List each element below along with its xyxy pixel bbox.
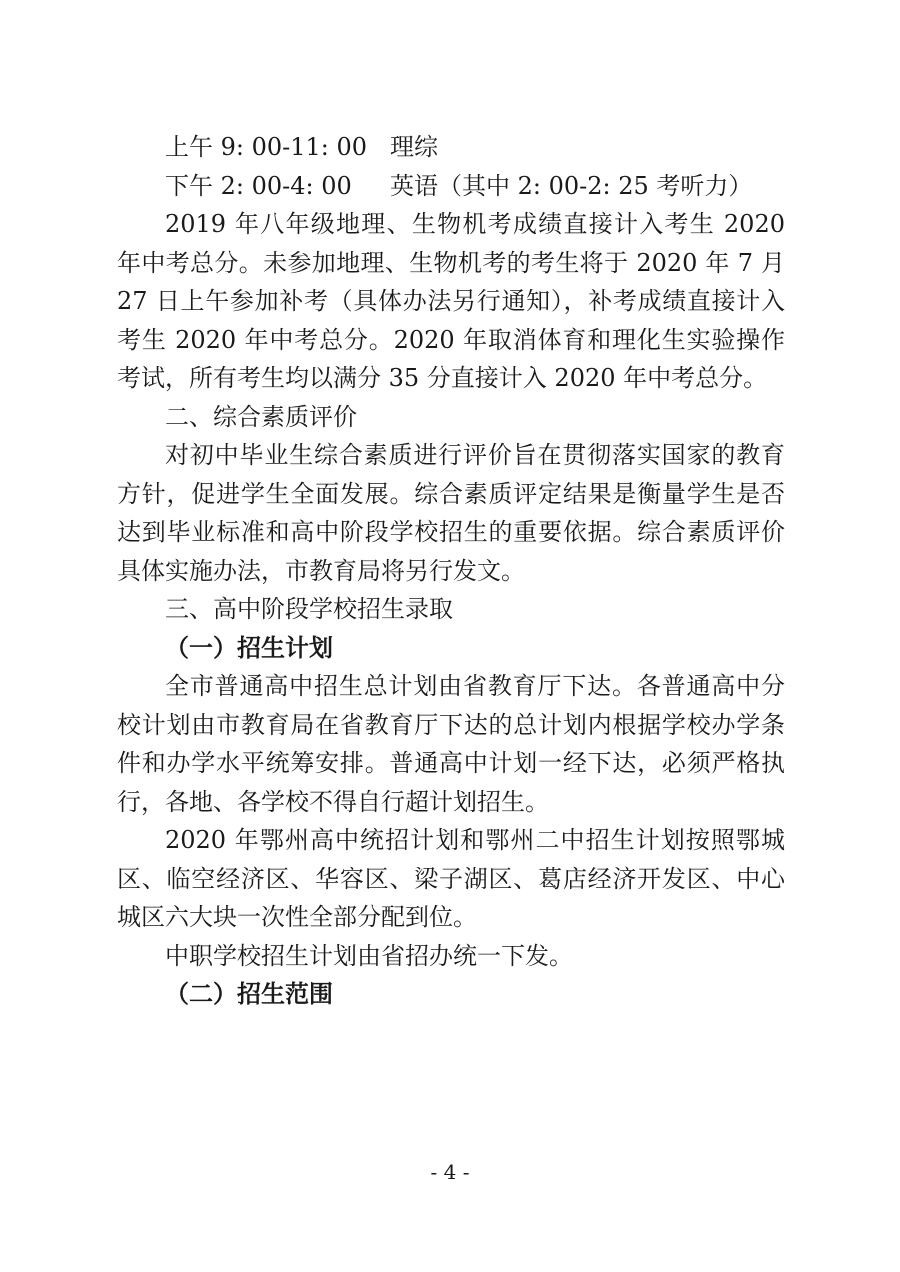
- paragraph-plan-2: 2020 年鄂州高中统招计划和鄂州二中招生计划按照鄂城区、临空经济区、华容区、梁子湖区、葛店经济开发区、中心城区六大块一次性全部分配到位。: [117, 826, 785, 931]
- section-heading-admission: 三、高中阶段学校招生录取: [165, 595, 453, 623]
- schedule-time: 下午 2: 00-4: 00: [165, 171, 352, 200]
- section-heading-evaluation: 二、综合素质评价: [165, 402, 357, 431]
- document-body: [117, 128, 785, 1014]
- schedule-subject: 理综: [390, 133, 438, 161]
- schedule-time: 上午 9: 00-11: 00: [165, 133, 368, 161]
- paragraph-plan-1: 全市普通高中招生总计划由省教育厅下达。各普通高中分校计划由市教育局在省教育厅下达的总计划内根据学校办学条件和办学水平统筹安排。普通高中计划一经下达，必须严格执行，各地、各学校不得自行超计划招生。: [117, 672, 785, 816]
- schedule-row-afternoon: [117, 167, 785, 206]
- subsection-heading-scope: （二）招生范围: [165, 979, 333, 1008]
- schedule-row-morning: [117, 128, 785, 167]
- paragraph-exam-scores: 2019 年八年级地理、生物机考成绩直接计入考生 2020 年中考总分。未参加地理、生物机考的考生将于 2020 年 7 月 27 日上午参加补考（具体办法另行通知），补考成绩直接计入考生 2020 年中考总分。2020 年取消体育和理化生实验操作考试，所有考生均以满分 35 分直接计入 2020 年中考总分。: [117, 210, 785, 392]
- paragraph-plan-3: 中职学校招生计划由省招办统一下发。: [165, 941, 573, 970]
- subsection-heading-plan: （一）招生计划: [165, 632, 333, 662]
- schedule-subject: 英语（其中 2: 00-2: 25 考听力）: [390, 171, 753, 200]
- page-number: - 4 -: [430, 1160, 470, 1184]
- paragraph-evaluation: 对初中毕业生综合素质进行评价旨在贯彻落实国家的教育方针，促进学生全面发展。综合素质评定结果是衡量学生是否达到毕业标准和高中阶段学校招生的重要依据。综合素质评价具体实施办法，市教育局将另行发文。: [117, 441, 785, 585]
